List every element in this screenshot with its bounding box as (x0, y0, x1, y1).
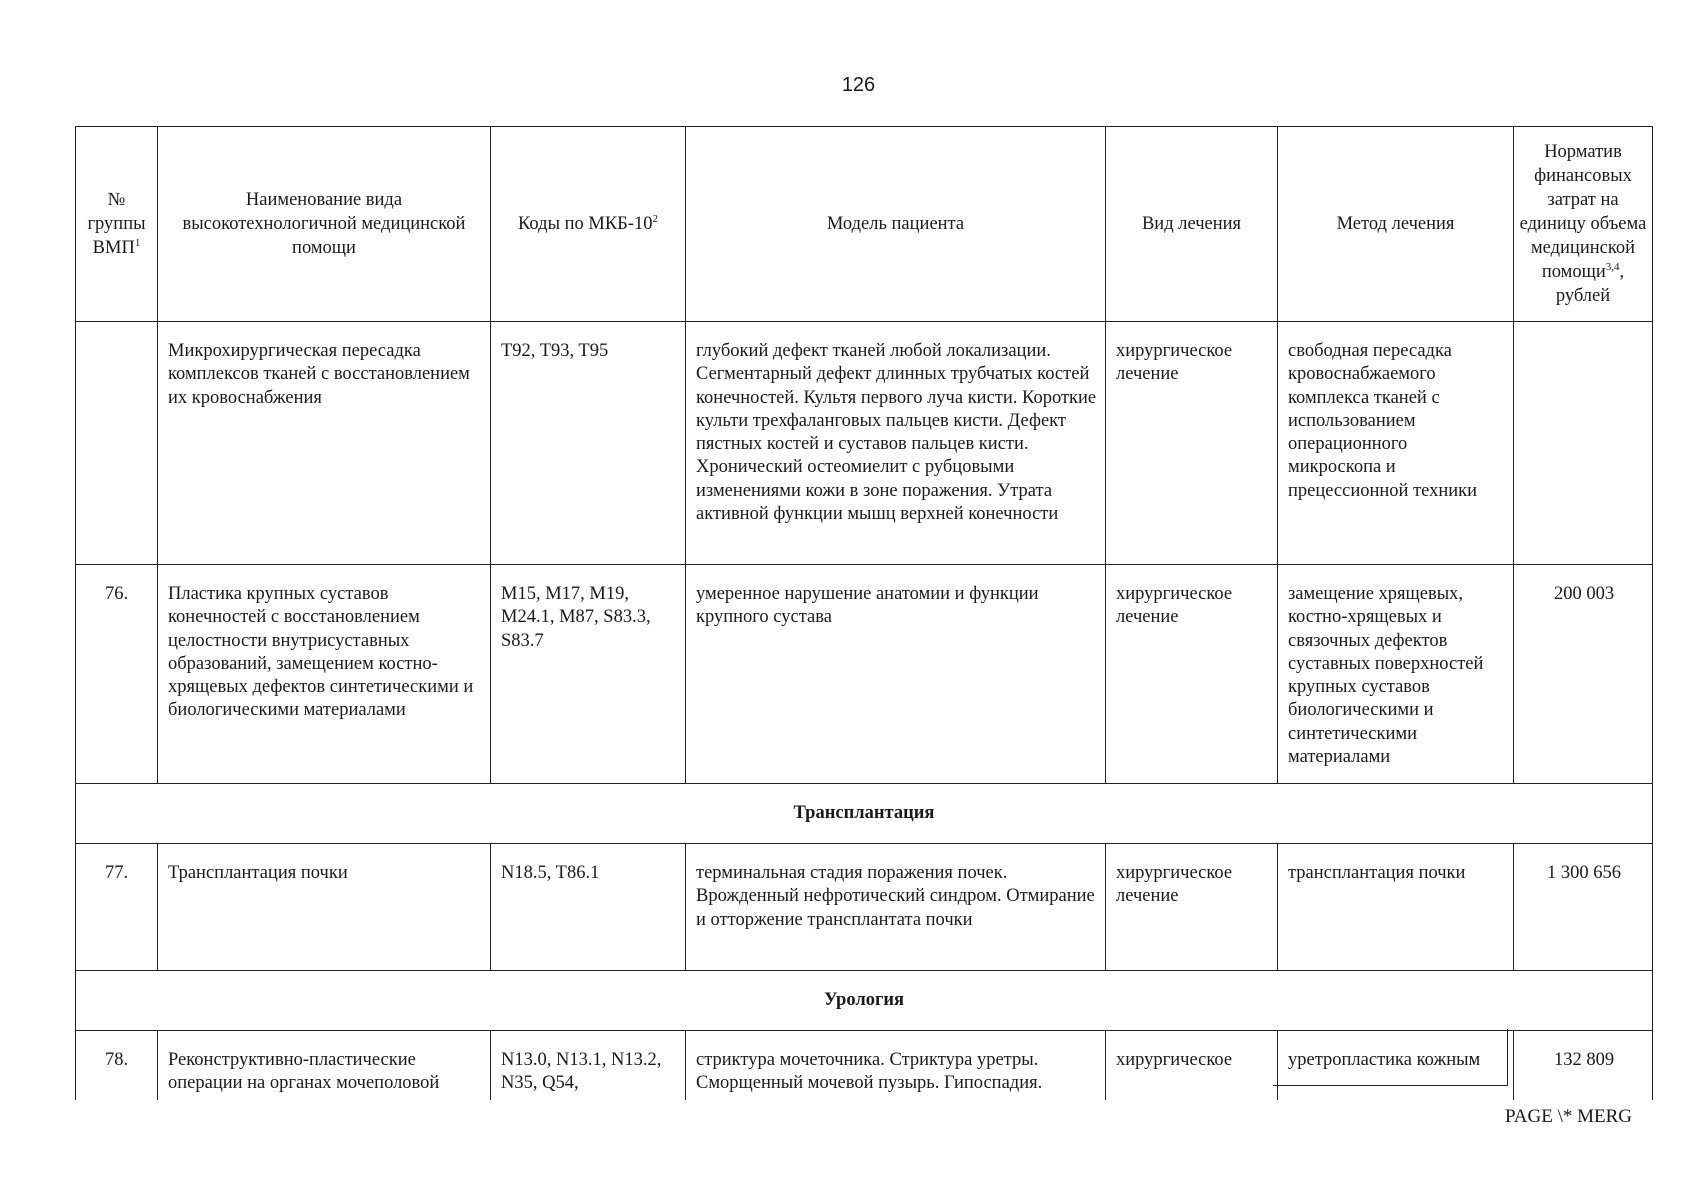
header-treatment-type: Вид лечения (1106, 127, 1278, 322)
page-field-code: PAGE \* MERG (1504, 1106, 1632, 1127)
row-model: глубокий дефект тканей любой локализации. Сегментарный дефект длинных трубчатых костей конечностей. Культя первого луча кисти. Короткие культи трехфаланговых пальцев кисти. Дефект пястных костей и суставов пальцев кисти. Хронический остеомиелит с рубцовыми изменениями кожи в зоне поражения. Утрата активной функции мышц верхней конечности (686, 322, 1106, 565)
row-cost: 1 300 656 (1514, 844, 1653, 971)
section-title: Урология (76, 971, 1653, 1031)
row-codes: N18.5, T86.1 (491, 844, 686, 971)
row-codes: T92, T93, T95 (491, 322, 686, 565)
row-method: уретропластика кожным (1278, 1031, 1514, 1100)
header-codes: Коды по МКБ-$10^2$ (491, 127, 686, 322)
row-cost: 132 809 (1514, 1031, 1653, 1100)
table-row (76, 844, 1653, 971)
row-method: свободная пересадка кровоснабжаемого комплекса тканей с использованием операционного микроскопа и прецессионной техники (1278, 322, 1514, 565)
table-row (76, 565, 1653, 784)
row-num: 78. (76, 1031, 158, 1100)
page-number: 126 (841, 74, 876, 96)
method-cell-box (1273, 1029, 1508, 1086)
row-num: 76. (76, 565, 158, 784)
row-name: Микрохирургическая пересадка комплексов тканей с восстановлением их кровоснабжения (158, 322, 491, 565)
row-cost (1514, 322, 1653, 565)
row-name: Трансплантация почки (158, 844, 491, 971)
row-treatment: хирургическое лечение (1106, 844, 1278, 971)
row-codes: N13.0, N13.1, N13.2, N35, Q54, (491, 1031, 686, 1100)
header-method: Метод лечения (1278, 127, 1514, 322)
row-model: умеренное нарушение анатомии и функции крупного сустава (686, 565, 1106, 784)
row-codes: M15, M17, M19, M24.1, M87, S83.3, S83.7 (491, 565, 686, 784)
table-row (76, 322, 1653, 565)
row-treatment: хирургическое (1106, 1031, 1278, 1100)
header-name: Наименование вида высокотехнологичной медицинской помощи (158, 127, 491, 322)
row-model: стриктура мочеточника. Стриктура уретры. Сморщенный мочевой пузырь. Гипоспадия. (686, 1031, 1106, 1100)
row-cost: 200 003 (1514, 565, 1653, 784)
medical-services-table (75, 126, 1653, 1100)
row-name: Пластика крупных суставов конечностей с восстановлением целостности внутрисуставных образований, замещением костно-хрящевых дефектов синтетическими и биологическими материалами (158, 565, 491, 784)
table-header-row (76, 127, 1653, 322)
header-model: Модель пациента (686, 127, 1106, 322)
row-treatment: хирургическое лечение (1106, 322, 1278, 565)
row-num: 77. (76, 844, 158, 971)
row-treatment: хирургическое лечение (1106, 565, 1278, 784)
row-model: терминальная стадия поражения почек. Врожденный нефротический синдром. Отмирание и отторжение трансплантата почки (686, 844, 1106, 971)
row-name: Реконструктивно-пластические операции на органах мочеполовой (158, 1031, 491, 1100)
section-row-transplant (76, 784, 1653, 844)
row-num (76, 322, 158, 565)
row-method: замещение хрящевых, костно-хрящевых и связочных дефектов суставных поверхностей крупных суставов биологическими и синтетическими материалами (1278, 565, 1514, 784)
header-cost: Норматив финансовых затрат на единицу объема медицинской помощи$^{3,4}$, рублей (1514, 127, 1653, 322)
section-title: Трансплантация (76, 784, 1653, 844)
row-method: трансплантация почки (1278, 844, 1514, 971)
section-row-urology (76, 971, 1653, 1031)
header-group-no: № группы ВМП$^1$ (76, 127, 158, 322)
